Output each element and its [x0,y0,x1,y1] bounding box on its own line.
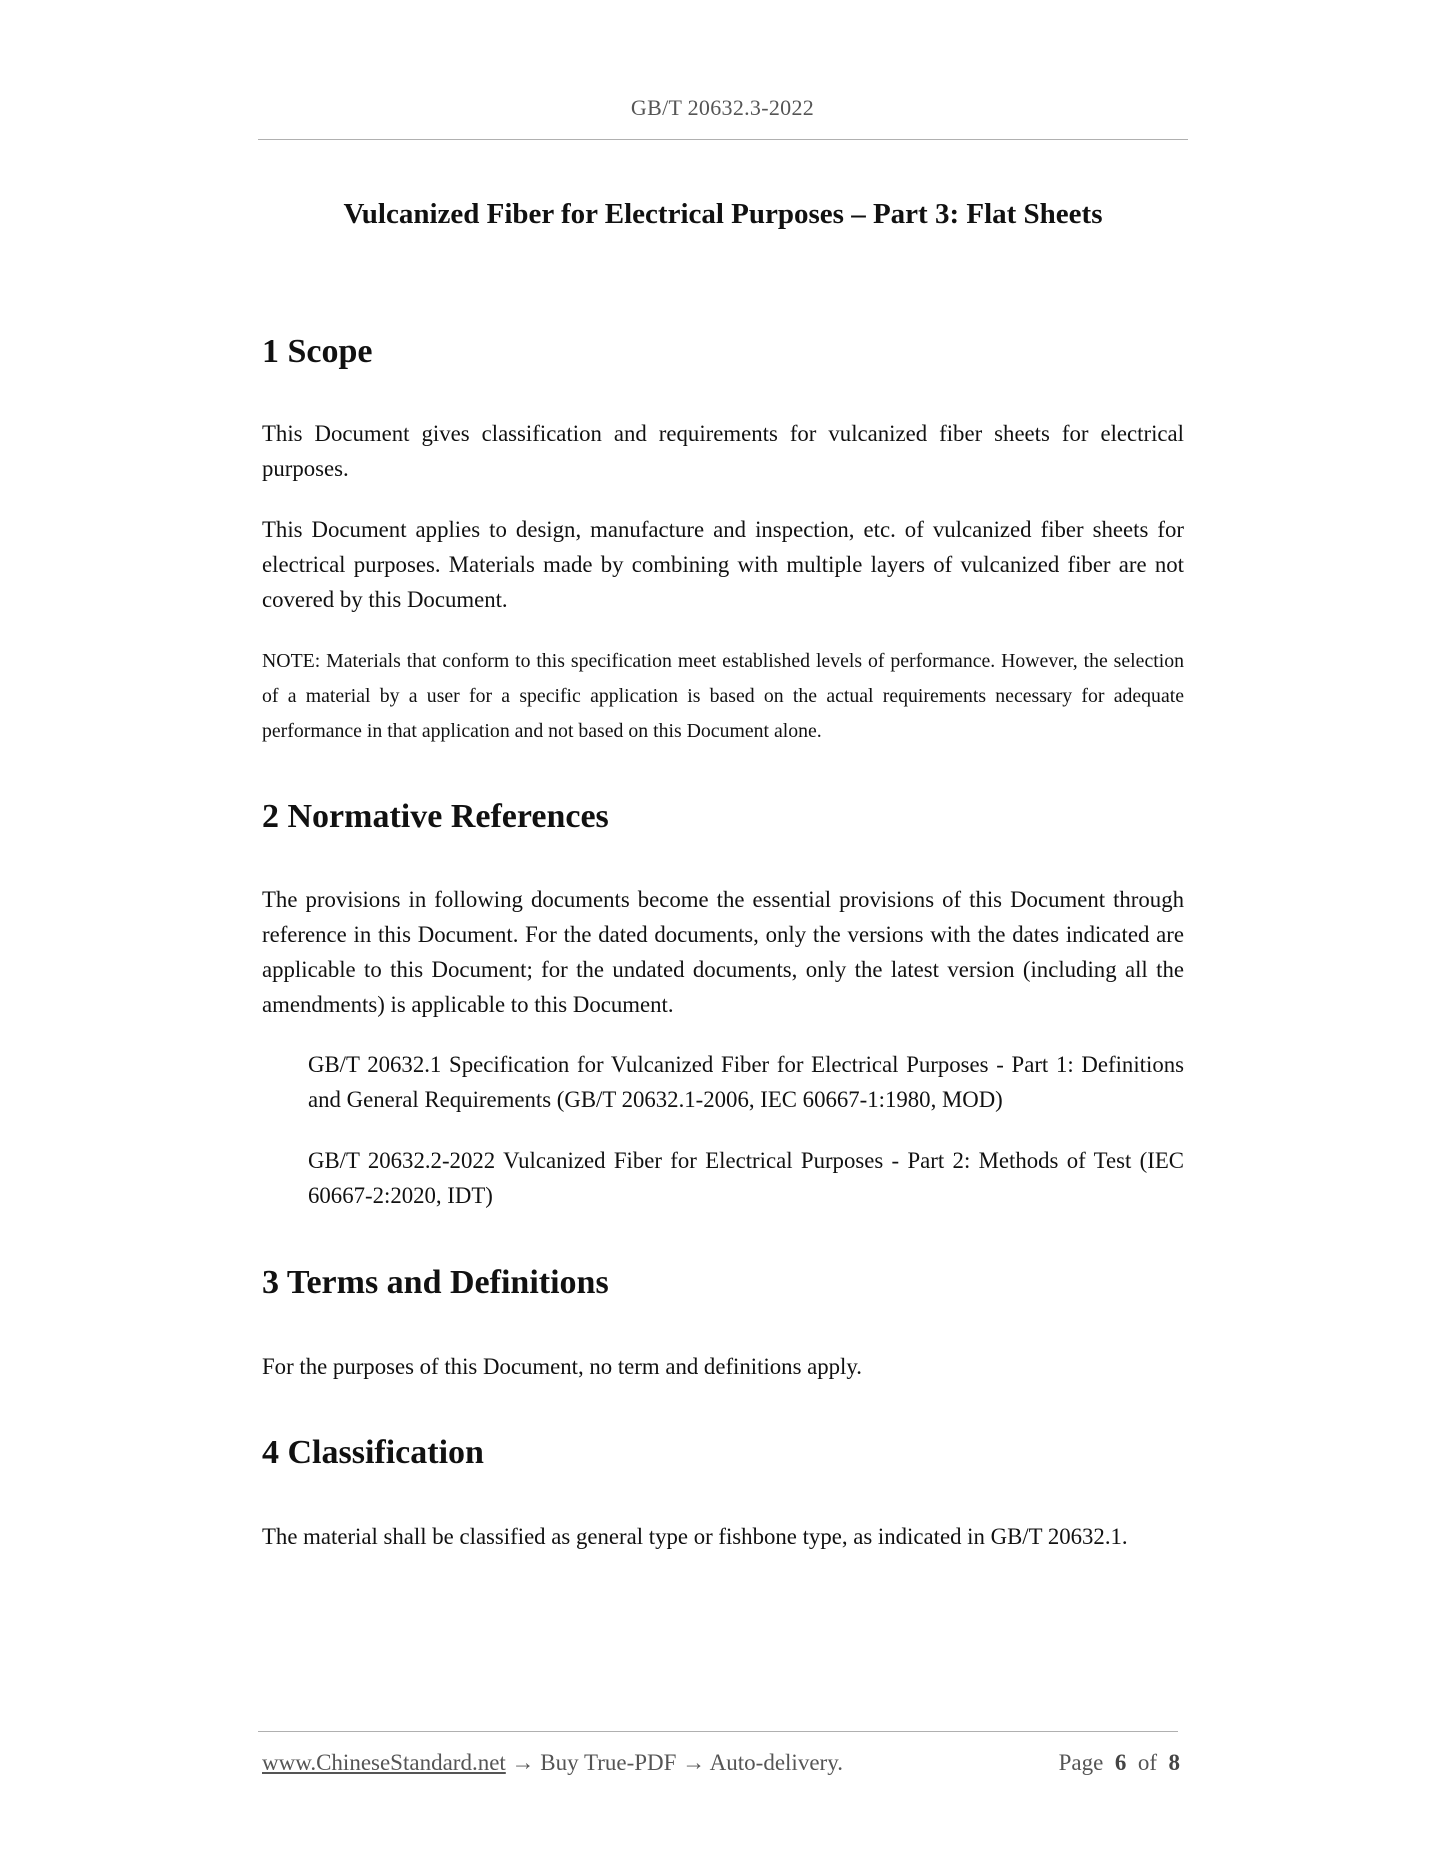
page-current-number: 6 [1114,1750,1127,1775]
document-code-header: GB/T 20632.3-2022 [630,95,815,120]
section-heading-scope: 1 Scope [262,333,373,370]
page-label: Page [1058,1750,1104,1775]
scope-paragraph-1: This Document gives classification and requirements for vulcanized fiber sheets for electrical purposes. [262,421,1184,481]
page-indicator [1059,1750,1180,1776]
arrow-right-icon: → [511,1750,535,1775]
normative-reference-item: GB/T 20632.2-2022 Vulcanized Fiber for Electrical Purposes - Part 2: Methods of Test (IEC 60667-2:2020, IDT) [308,1148,1184,1208]
header-divider [258,139,1188,140]
section-heading-classification: 4 Classification [262,1434,484,1471]
terms-paragraph: For the purposes of this Document, no term and definitions apply. [262,1354,863,1379]
page-total-number: 8 [1168,1750,1180,1775]
section-heading-normative-references: 2 Normative References [262,798,609,835]
classification-paragraph: The material shall be classified as general type or fishbone type, as indicated in GB/T 20632.1. [262,1524,1128,1549]
normative-reference-item: GB/T 20632.1 Specification for Vulcanized Fiber for Electrical Purposes - Part 1: Definitions and General Requirements (GB/T 20632.1-2006, IEC 60667-1:1980, MOD) [308,1052,1184,1112]
arrow-right-icon: → [682,1750,706,1775]
footer-divider [258,1731,1178,1732]
scope-note: NOTE: Materials that conform to this specification meet established levels of performance. However, the selection of a material by a user for a specific application is based on the actual requirements necessary for adequate performance in that application and not based on this Document alone. [262,650,1184,742]
page-footer [262,1750,1180,1780]
scope-paragraph-2: This Document applies to design, manufacture and inspection, etc. of vulcanized fiber sheets for electrical purposes. Materials made by combining with multiple layers of vulcanized fiber are not covered by this Document. [262,517,1184,612]
buy-true-pdf-text: Buy True-PDF [540,1750,677,1775]
auto-delivery-text: Auto-delivery. [709,1750,843,1775]
chinesestandard-link[interactable]: www.ChineseStandard.net [262,1750,506,1775]
of-label: of [1137,1750,1157,1775]
document-title: Vulcanized Fiber for Electrical Purposes – Part 3: Flat Sheets [343,198,1103,230]
section-heading-terms-definitions: 3 Terms and Definitions [262,1264,609,1301]
normative-paragraph: The provisions in following documents become the essential provisions of this Document through reference in this Document. For the dated documents, only the versions with the dates indicated are applicable to this Document; for the undated documents, only the latest version (including all the amendments) is applicable to this Document. [262,887,1184,1017]
